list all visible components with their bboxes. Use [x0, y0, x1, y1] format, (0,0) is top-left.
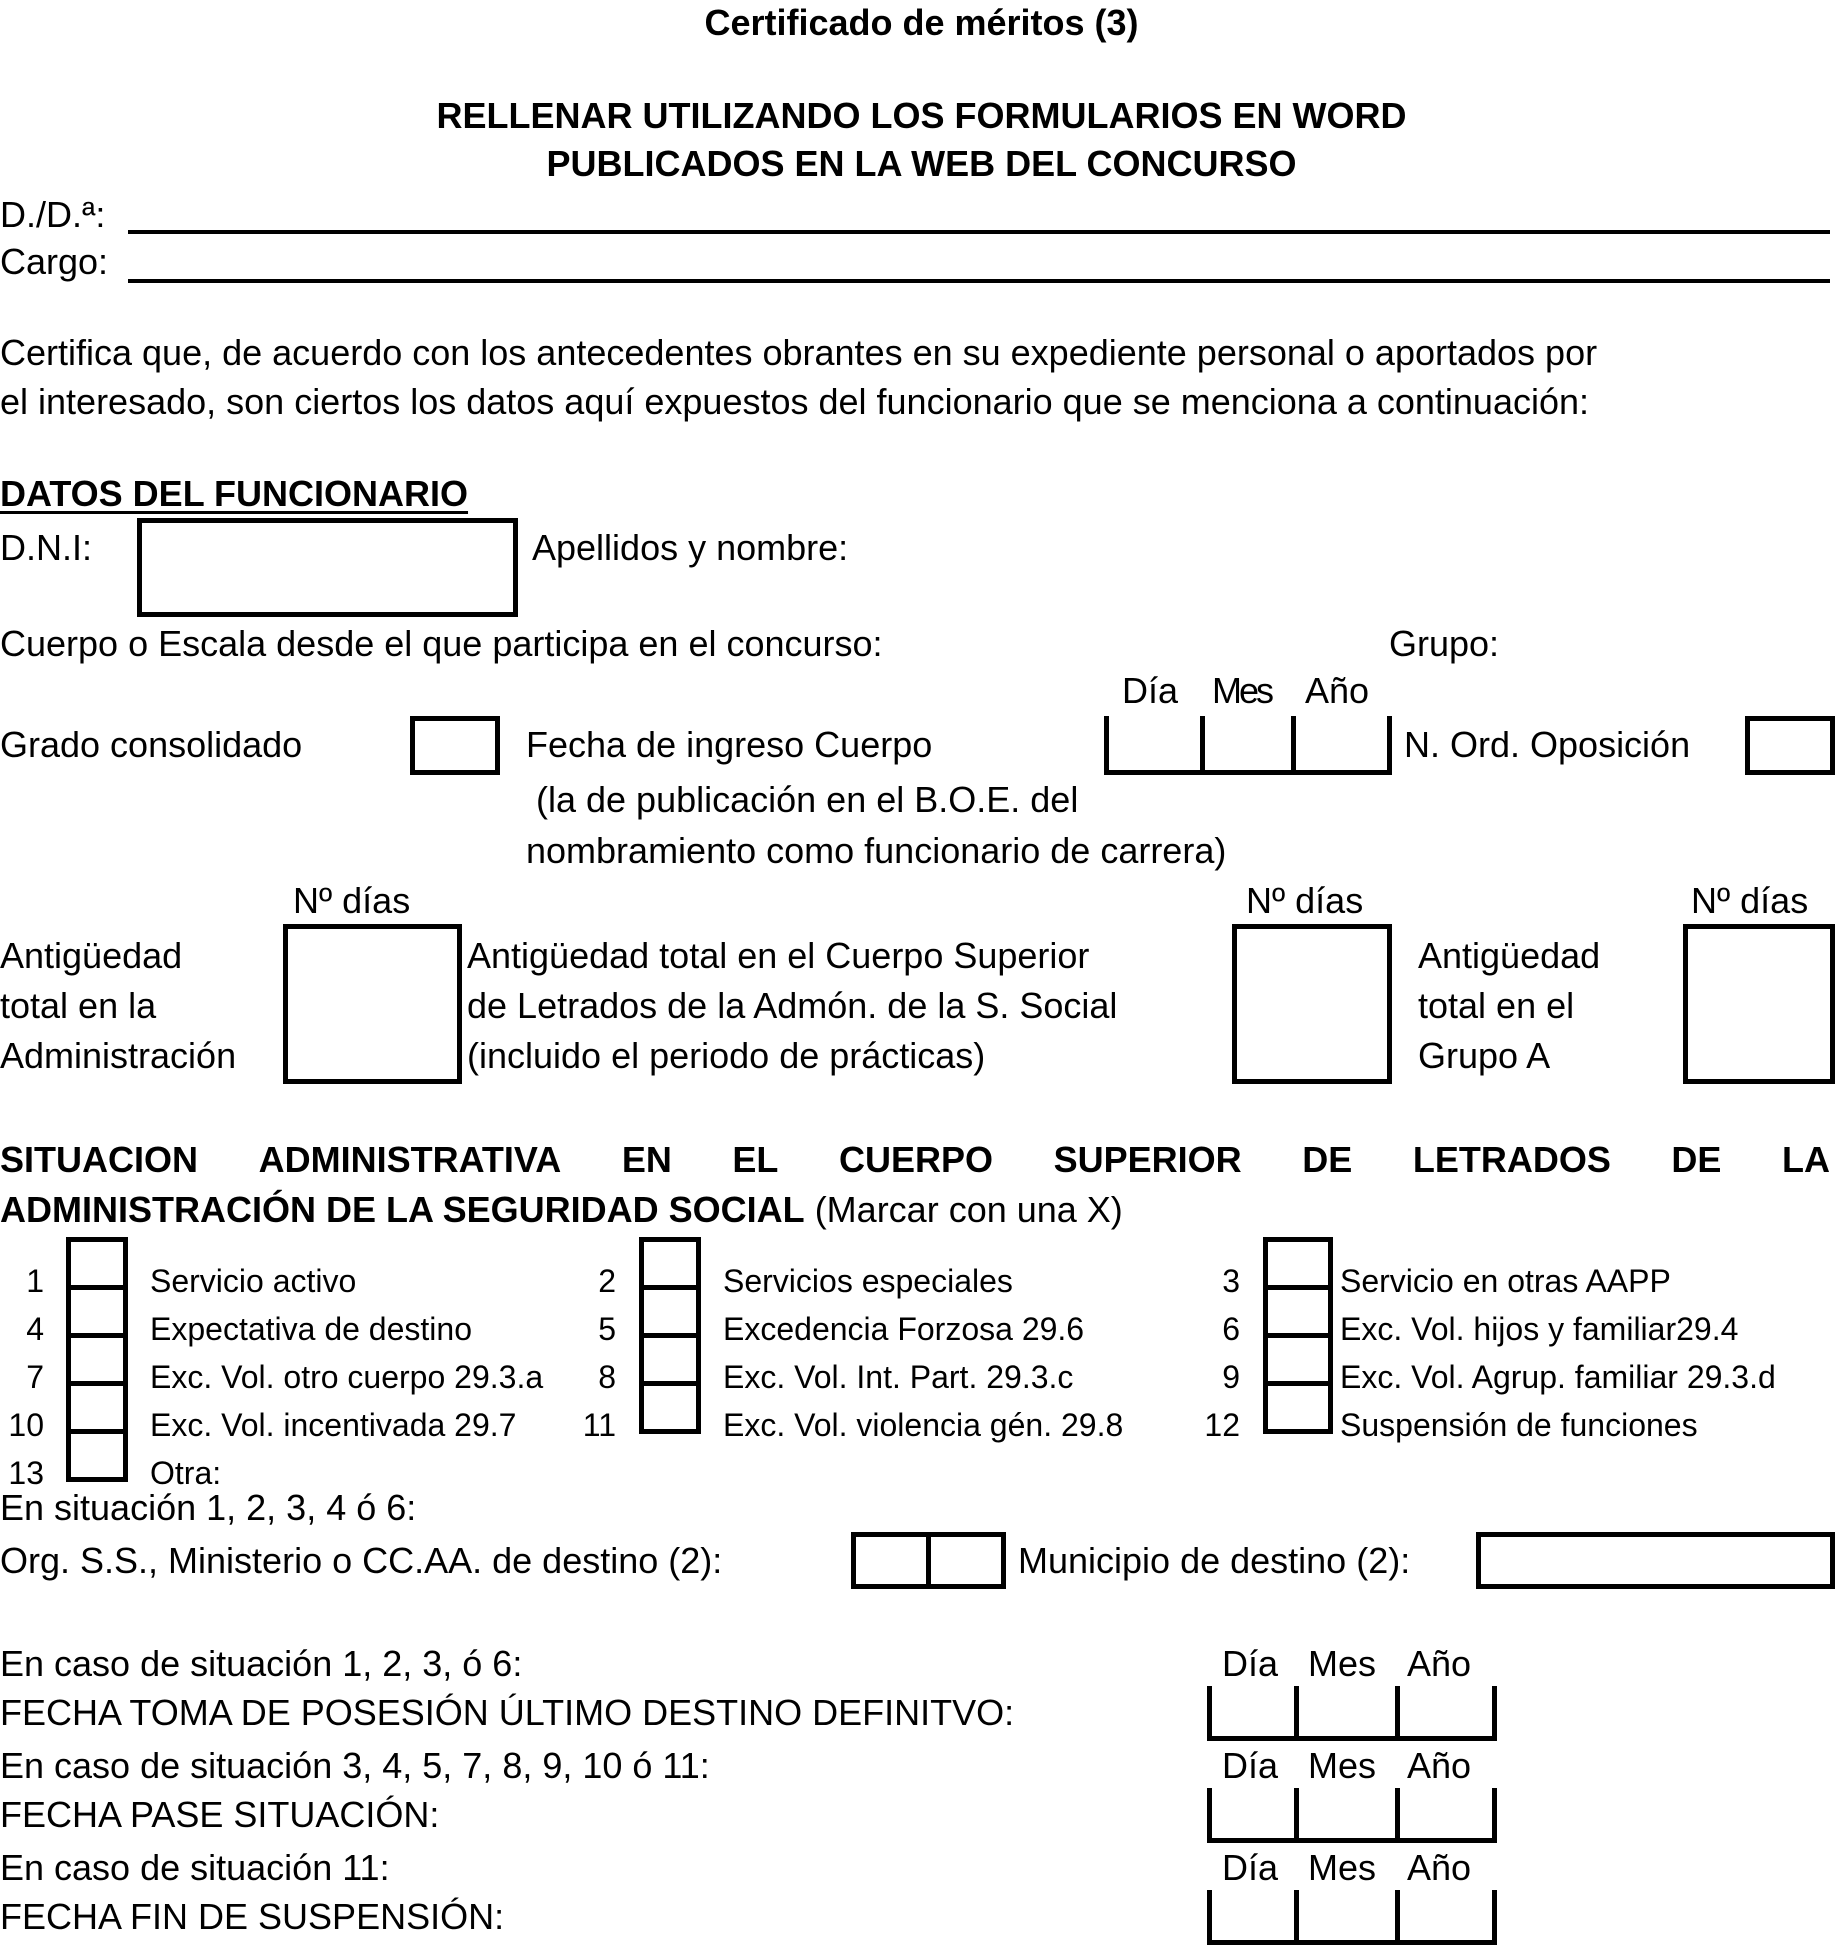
org-destination-divider: [926, 1532, 931, 1589]
date-condition-label: En caso de situación 3, 4, 5, 7, 8, 9, 10 ó 11:: [0, 1745, 710, 1786]
situation-option-checkbox[interactable]: [66, 1285, 128, 1338]
situation-option-number: 5: [598, 1311, 616, 1347]
situation-title-line-2: ADMINISTRACIÓN DE LA SEGURIDAD SOCIAL (Marcar con una X): [0, 1189, 1123, 1230]
situation-option-number: 4: [26, 1311, 44, 1347]
seniority-group-days-box[interactable]: [1683, 924, 1835, 1084]
situation-option-number: 10: [8, 1407, 44, 1443]
situation-option-label: Suspensión de funciones: [1340, 1407, 1698, 1443]
certifier-position-label: Cargo:: [0, 241, 109, 282]
instruction-line-1: RELLENAR UTILIZANDO LOS FORMULARIOS EN WORD: [436, 95, 1407, 136]
seniority-group-line-1: Antigüedad: [1418, 935, 1601, 976]
date-month-header: Mes: [1308, 1643, 1377, 1684]
seniority-group-line-3: Grupo A: [1418, 1035, 1551, 1076]
entry-date-note-1: (la de publicación en el B.O.E. del: [536, 779, 1079, 820]
seniority-corps-days-box[interactable]: [1232, 924, 1392, 1084]
entry-date-year-header: Año: [1305, 670, 1370, 711]
situation-option-label: Servicio activo: [150, 1263, 357, 1299]
seniority-group-line-2: total en el: [1418, 985, 1575, 1026]
statement-line-2: el interesado, son ciertos los datos aquí expuestos del funcionario que se menciona a continuación:: [0, 381, 1590, 422]
dni-input-box[interactable]: [137, 518, 518, 617]
situation-option-label: Exc. Vol. incentivada 29.7: [150, 1407, 517, 1443]
situation-option-label: Otra:: [150, 1455, 222, 1491]
date-year-header: Año: [1407, 1745, 1472, 1786]
seniority-admin-line-2: total en la: [0, 985, 157, 1026]
seniority-corps-line-3: (incluido el periodo de prácticas): [467, 1035, 986, 1076]
situation-option-checkbox[interactable]: [639, 1381, 701, 1434]
certifier-name-label: D./D.ª:: [0, 194, 106, 235]
situation-option-number: 3: [1222, 1263, 1240, 1299]
situation-option-checkbox[interactable]: [66, 1429, 128, 1482]
situation-option-label: Excedencia Forzosa 29.6: [723, 1311, 1085, 1347]
situation-option-number: 13: [8, 1455, 44, 1491]
certifier-name-field[interactable]: [128, 230, 1830, 234]
document-title: Certificado de méritos (3): [704, 2, 1139, 43]
seniority-corps-line-1: Antigüedad total en el Cuerpo Superior: [467, 935, 1090, 976]
org-destination-label: Org. S.S., Ministerio o CC.AA. de destino (2):: [0, 1540, 723, 1581]
date-day-header: Día: [1222, 1745, 1279, 1786]
situation-option-label: Expectativa de destino: [150, 1311, 472, 1347]
situation-option-checkbox[interactable]: [1263, 1237, 1333, 1290]
statement-line-1: Certifica que, de acuerdo con los antecedentes obrantes en su expediente personal o aportados por: [0, 332, 1598, 373]
entry-date-month-header: Mes: [1212, 670, 1272, 711]
situation-option-number: 7: [26, 1359, 44, 1395]
date-year-header: Año: [1407, 1643, 1472, 1684]
situation-option-checkbox[interactable]: [639, 1333, 701, 1386]
situation-option-label: Servicio en otras AAPP: [1340, 1263, 1671, 1299]
instruction-line-2: PUBLICADOS EN LA WEB DEL CONCURSO: [546, 143, 1297, 184]
municipality-label: Municipio de destino (2):: [1018, 1540, 1411, 1581]
situation-option-label: Servicios especiales: [723, 1263, 1013, 1299]
situation-option-label: Exc. Vol. hijos y familiar29.4: [1340, 1311, 1739, 1347]
situation-title-line-1: SITUACION ADMINISTRATIVA EN EL CUERPO SUPERIOR DE LETRADOS DE LA: [0, 1139, 1830, 1180]
situation-option-checkbox[interactable]: [1263, 1381, 1333, 1434]
date-month-header: Mes: [1308, 1745, 1377, 1786]
days-header-corps: Nº días: [1246, 880, 1364, 921]
seniority-admin-line-1: Antigüedad: [0, 935, 183, 976]
situation-option-checkbox[interactable]: [1263, 1285, 1333, 1338]
section-title-official: DATOS DEL FUNCIONARIO: [0, 473, 469, 514]
date-year-header: Año: [1407, 1847, 1472, 1888]
date-field-label: FECHA FIN DE SUSPENSIÓN:: [0, 1896, 505, 1937]
days-header-group: Nº días: [1691, 880, 1809, 921]
corps-label: Cuerpo o Escala desde el que participa en el concurso:: [0, 623, 883, 664]
situation-option-number: 8: [598, 1359, 616, 1395]
situation-option-number: 2: [598, 1263, 616, 1299]
situation-option-checkbox[interactable]: [66, 1381, 128, 1434]
situation-option-label: Exc. Vol. Agrup. familiar 29.3.d: [1340, 1359, 1776, 1395]
date-condition-label: En caso de situación 1, 2, 3, ó 6:: [0, 1643, 523, 1684]
situation-option-label: Exc. Vol. violencia gén. 29.8: [723, 1407, 1124, 1443]
situation-option-label: Exc. Vol. Int. Part. 29.3.c: [723, 1359, 1074, 1395]
certifier-position-field[interactable]: [128, 279, 1830, 283]
seniority-corps-line-2: de Letrados de la Admón. de la S. Social: [467, 985, 1118, 1026]
situation-option-number: 11: [582, 1407, 616, 1443]
grade-input-box[interactable]: [410, 716, 500, 775]
situation-option-checkbox[interactable]: [1263, 1333, 1333, 1386]
entry-date-note-2: nombramiento como funcionario de carrera): [526, 830, 1227, 871]
in-situation-label: En situación 1, 2, 3, 4 ó 6:: [0, 1487, 417, 1528]
full-name-label: Apellidos y nombre:: [532, 527, 849, 568]
situation-option-checkbox[interactable]: [66, 1333, 128, 1386]
situation-option-label: Exc. Vol. otro cuerpo 29.3.a: [150, 1359, 544, 1395]
order-number-input-box[interactable]: [1745, 716, 1835, 775]
date-field-label: FECHA PASE SITUACIÓN:: [0, 1794, 440, 1835]
municipality-input-box[interactable]: [1476, 1532, 1835, 1589]
situation-option-number: 9: [1222, 1359, 1240, 1395]
date-field-label: FECHA TOMA DE POSESIÓN ÚLTIMO DESTINO DEFINITVO:: [0, 1692, 1015, 1733]
situation-option-number: 6: [1222, 1311, 1240, 1347]
entry-date-day-header: Día: [1122, 670, 1179, 711]
entry-date-label: Fecha de ingreso Cuerpo: [526, 724, 933, 765]
situation-option-number: 12: [1204, 1407, 1240, 1443]
order-number-label: N. Ord. Oposición: [1404, 724, 1691, 765]
date-day-header: Día: [1222, 1643, 1279, 1684]
date-month-header: Mes: [1308, 1847, 1377, 1888]
situation-option-checkbox[interactable]: [66, 1237, 128, 1290]
seniority-admin-line-3: Administración: [0, 1035, 237, 1076]
situation-option-number: 1: [26, 1263, 44, 1299]
dni-label: D.N.I:: [0, 527, 93, 568]
date-condition-label: En caso de situación 11:: [0, 1847, 390, 1888]
grade-label: Grado consolidado: [0, 724, 303, 765]
days-header-admin: Nº días: [293, 880, 411, 921]
situation-option-checkbox[interactable]: [639, 1237, 701, 1290]
group-label: Grupo:: [1389, 623, 1500, 664]
situation-option-checkbox[interactable]: [639, 1285, 701, 1338]
seniority-admin-days-box[interactable]: [283, 924, 462, 1084]
date-day-header: Día: [1222, 1847, 1279, 1888]
